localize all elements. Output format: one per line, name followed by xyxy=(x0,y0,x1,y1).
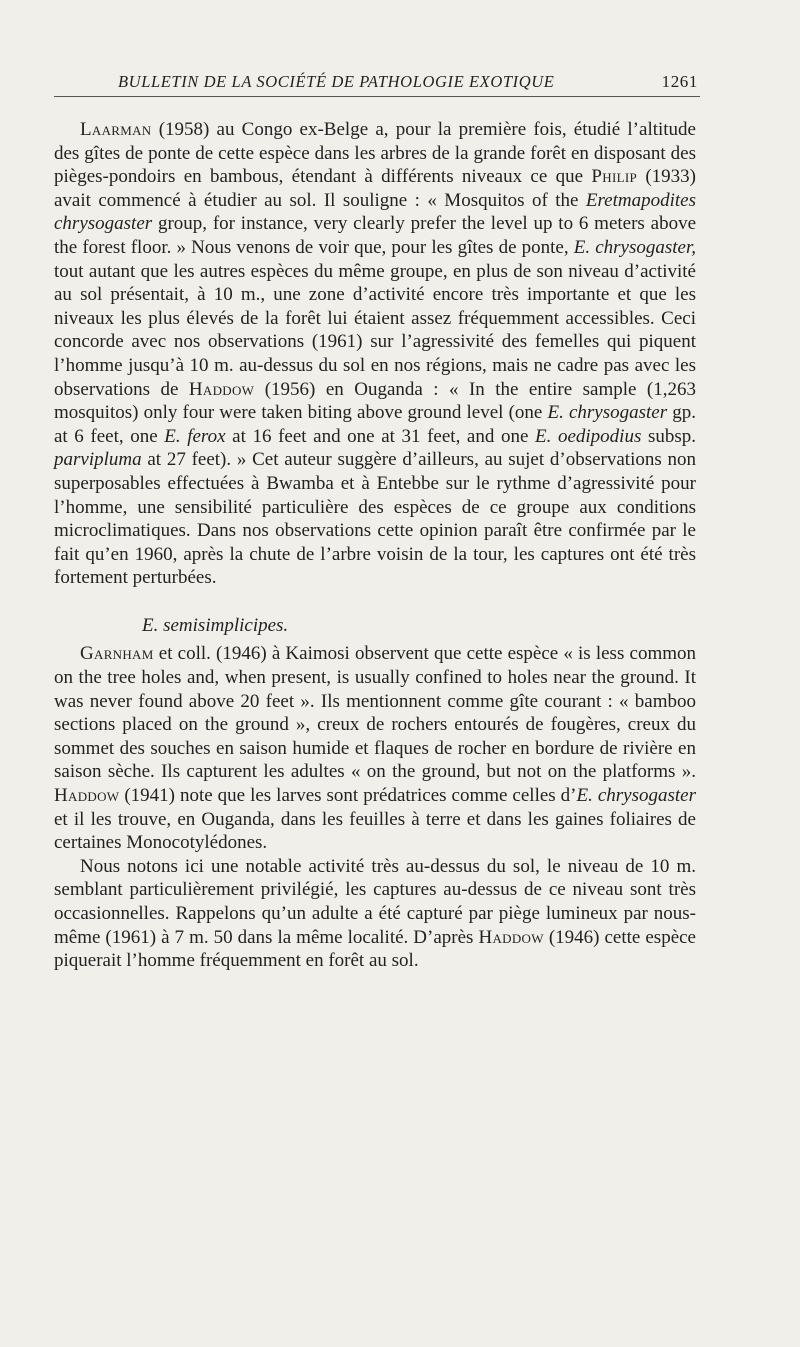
text-span: (1946) cette espèce piquerait l’homme fréquemment en forêt au sol. xyxy=(54,926,696,972)
author-name: Laarman xyxy=(80,119,152,140)
author-name: Philip xyxy=(591,166,637,188)
species-name: E. chrysogaster, xyxy=(573,236,697,258)
text-span: at 27 feet). » Cet auteur suggère d’ailleurs, au sujet d’observations non superposables effectuées à Bwamba et à Entebbe sur le rythme d’agressivité pour l’homme, une sensibilité particulière des espèces de ce groupe aux conditions microclimatiques. Dans nos observations cette opinion paraît être confirmée par le fait qu’en 1960, après la chute de l’arbre voisin de la tour, les captures ont été très fortement perturbées. xyxy=(54,449,696,589)
text-span: subsp. xyxy=(641,425,696,447)
species-name: E. chrysogaster xyxy=(547,402,668,424)
species-name: parvipluma xyxy=(54,449,142,471)
article-body xyxy=(54,118,696,973)
text-span: Nous notons ici une notable activité très au-dessus du sol, le niveau de 10 m. semblant particulièrement privilégié, les captures au-dessus de ce niveau sont très occasionnelles. Rappelons qu’un adulte a été capturé par piège lumineux par nous-même (1961) à 7 m. 50 dans la même localité. D’après xyxy=(54,855,696,948)
text-span: at 16 feet and one at 31 feet, and one xyxy=(225,425,535,447)
text-span: et coll. (1946) à Kaimosi observent que cette espèce « is less common on the tree holes and, when present, is usually confined to holes near the ground. It was never found above 20 feet ». Ils mentionnent comme gîte courant : « bamboo sections placed on the ground », creux de rochers entourés de fougères, creux du sommet des souches en saison humide et flaques de rocher en bordure de rivière en saison sèche. Ils capturent les adultes « on the ground, but not on the platforms ». xyxy=(54,643,696,783)
section-subheading: E. semisimplicipes. xyxy=(142,614,289,636)
author-name: Haddow xyxy=(54,785,120,807)
species-name: E. ferox xyxy=(164,425,226,447)
author-name: Haddow xyxy=(478,926,544,948)
text-span: et il les trouve, en Ouganda, dans les feuilles à terre et dans les gaines foliaires de certaines Monocotylédones. xyxy=(54,808,696,854)
species-name: E. chrysogaster xyxy=(576,785,696,807)
species-name: Eretmapodites chrysogaster xyxy=(54,189,696,235)
paragraph-observations xyxy=(54,855,696,973)
species-name: E. oedipodius xyxy=(535,425,642,447)
text-span: (1941) note que les larves sont prédatrices comme celles d’ xyxy=(119,785,577,807)
page-number: 1261 xyxy=(661,72,698,91)
text-span: tout autant que les autres espèces du même groupe, en plus de son niveau d’activité au sol présentait, à 10 m., une zone d’activité encore très importante et que les niveaux les plus élevés de la forêt lui étaient assez fréquemment accessibles. Ceci concorde avec nos observations (1961) sur l’agressivité des femelles qui piquent l’homme jusqu’à 10 m. au-dessus du sol en nos régions, mais ne cadre pas avec les observations de xyxy=(54,260,696,400)
text-span: gp. at 6 feet, one xyxy=(54,402,696,447)
text-span: (1958) au Congo ex-Belge a, pour la première fois, étudié l’altitude des gîtes de ponte de cette espèce dans les arbres de la grande forêt en disposant des pièges-pondoirs en bambous, étendant à différents niveaux ce que xyxy=(54,119,696,188)
author-name: Garnham xyxy=(80,643,154,665)
text-span: (1933) avait commencé à étudier au sol. Il souligne : « Mosquitos of the xyxy=(54,166,696,211)
author-name: Haddow xyxy=(188,378,255,400)
text-span: (1956) en Ouganda : « In the entire sample (1,263 mosquitos) only four were taken biting above ground level (one xyxy=(54,378,697,424)
paragraph-laarman xyxy=(54,118,696,590)
text-span: group, for instance, very clearly prefer the level up to 6 meters above the forest floor. » Nous venons de voir que, pour les gîtes de ponte, xyxy=(54,213,696,258)
paragraph-garnham xyxy=(54,642,696,854)
running-header xyxy=(54,68,700,97)
journal-title: BULLETIN DE LA SOCIÉTÉ DE PATHOLOGIE EXOTIQUE xyxy=(118,72,555,91)
